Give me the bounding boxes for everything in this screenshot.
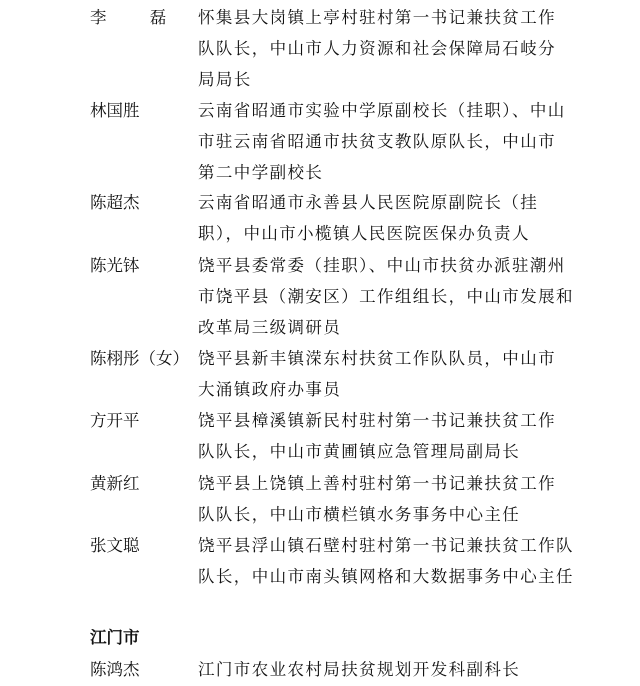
person-name: 李 磊 [90,8,186,27]
person-title: 饶平县浮山镇石壁村驻村第一书记兼扶贫工作队 队长，中山市南头镇网格和大数据事务中心主任 [198,536,574,586]
section-heading: 江门市 [90,628,140,647]
person-name: 陈超杰 [90,193,140,212]
person-title: 云南省昭通市永善县人民医院原副院长（挂 职），中山市小榄镇人民医院医保办负责人 [198,193,539,243]
person-title: 怀集县大岗镇上亭村驻村第一书记兼扶贫工作 队队长，中山市人力资源和社会保障局石岐分 局局长 [198,8,556,89]
person-title: 饶平县新丰镇溁东村扶贫工作队队员，中山市 大涌镇政府办事员 [198,349,556,399]
person-name: 黄新红 [90,474,140,493]
person-name: 陈栩彤（女） [90,349,189,368]
person-name: 林国胜 [90,101,140,120]
person-name: 张文聪 [90,536,140,555]
person-title: 江门市农业农村局扶贫规划开发科副科长 [198,660,521,679]
person-name: 陈鸿杰 [90,660,140,679]
person-title: 云南省昭通市实验中学原副校长（挂职）、中山 市驻云南省昭通市扶贫支教队原队长，中山市 第二中学副校长 [198,101,566,182]
person-name: 陈光钵 [90,256,140,275]
person-title: 饶平县委常委（挂职）、中山市扶贫办派驻潮州 市饶平县（潮安区）工作组组长，中山市发展和 改革局三级调研员 [198,256,574,337]
person-title: 饶平县上饶镇上善村驻村第一书记兼扶贫工作 队队长，中山市横栏镇水务事务中心主任 [198,474,556,524]
person-name: 方开平 [90,411,140,430]
person-title: 饶平县樟溪镇新民村驻村第一书记兼扶贫工作 队队长，中山市黄圃镇应急管理局副局长 [198,411,556,461]
